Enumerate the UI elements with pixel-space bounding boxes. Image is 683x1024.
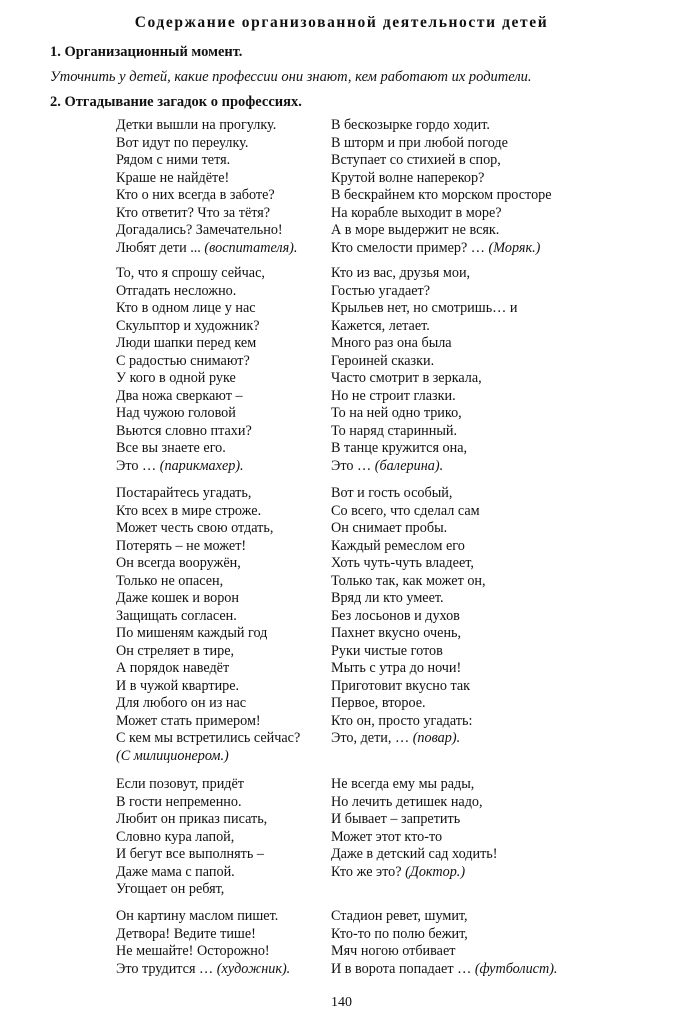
riddle-line: Постарайтесь угадать,: [116, 485, 252, 501]
riddle-line: Кажется, летает.: [331, 317, 430, 334]
riddle-line: Может честь свою отдать,: [116, 520, 274, 536]
riddle-line: В бескозырке гордо ходит.: [331, 117, 490, 133]
riddle-line: Крыльев нет, но смотришь… и: [331, 300, 518, 316]
riddle-line: Рядом с ними тетя.: [116, 152, 231, 168]
riddle-line: Кто в одном лице у нас: [116, 300, 256, 316]
riddle-line: В гости непременно.: [116, 793, 242, 810]
page-number: 140: [331, 995, 352, 1010]
riddle-line: Не мешайте! Осторожно!: [116, 943, 270, 959]
riddle-line: И бегут все выполнять –: [116, 846, 264, 862]
riddle-line: Много раз она была: [331, 335, 452, 351]
riddle-line: Угощает он ребят,: [116, 881, 225, 897]
riddle-line: То, что я спрошу сейчас,: [116, 265, 265, 281]
riddle-line: А порядок наведёт: [116, 660, 230, 676]
riddle-line: Героиней сказки.: [331, 352, 435, 369]
riddle-line: Догадались? Замечательно!: [116, 222, 283, 238]
riddle-line: Это, дети, … (повар).: [331, 730, 461, 746]
riddle-line: В бескрайнем кто морском просторе: [331, 187, 552, 203]
riddle-line: Пахнет вкусно очень,: [331, 625, 462, 641]
riddle-answer: (Моряк.): [488, 239, 541, 256]
riddle-line: Вряд ли кто умеет.: [331, 590, 444, 606]
riddle-line: Кто-то по полю бежит,: [331, 925, 468, 942]
riddle-line: Краше не найдёте!: [116, 169, 230, 186]
riddle-line: Кто он, просто угадать:: [331, 712, 473, 729]
riddle-answer: (повар).: [412, 730, 461, 746]
riddle-line: Даже кошек и ворон: [116, 590, 239, 606]
riddle-line: Даже мама с папой.: [116, 863, 235, 880]
riddle-line: Руки чистые готов: [331, 642, 443, 659]
riddle-line: С радостью снимают?: [116, 352, 250, 369]
riddle-line: Кто смелости пример? … (Моряк.): [331, 239, 541, 256]
riddle-line: Вот идут по переулку.: [116, 134, 249, 151]
riddle-line: С кем мы встретились сейчас?: [116, 730, 301, 746]
riddle-line: Это трудится … (художник).: [116, 960, 291, 977]
riddle-line: Только так, как может он,: [331, 572, 486, 589]
riddle-line: То наряд старинный.: [331, 422, 458, 439]
riddle-block-5-right: [331, 908, 591, 978]
riddle-line: Вступает со стихией в спор,: [331, 152, 501, 168]
riddle-answer: (воспитателя).: [204, 239, 298, 256]
riddle-line: У кого в одной руке: [116, 370, 236, 386]
riddle-line: Может стать примером!: [116, 712, 261, 729]
riddle-line: Кто из вас, друзья мои,: [331, 265, 471, 281]
riddle-answer: (художник).: [216, 960, 291, 977]
riddle-line: Два ножа сверкают –: [116, 387, 243, 404]
riddle-line: В шторм и при любой погоде: [331, 134, 508, 151]
riddle-line: Детки вышли на прогулку.: [116, 117, 277, 133]
riddle-line: Он стреляет в тире,: [116, 642, 235, 659]
riddle-answer: (Доктор.): [405, 863, 466, 880]
riddle-answer: (балерина).: [374, 457, 444, 474]
section-1-text: Уточнить у детей, какие профессии они знают, кем работают их родители.: [50, 69, 532, 85]
riddle-line: Скульптор и художник?: [116, 317, 260, 334]
riddle-line: Любят дети ... (воспитателя).: [116, 239, 298, 256]
riddle-line: Кто всех в мире строже.: [116, 502, 262, 519]
section-2-heading: 2. Отгадывание загадок о профессиях.: [50, 94, 302, 110]
riddle-block-2-right: [331, 265, 591, 475]
riddle-line: Крутой волне наперекор?: [331, 169, 485, 186]
riddle-block-2-left: [116, 265, 331, 475]
riddle-line: Любит он приказ писать,: [116, 811, 268, 827]
riddle-line: Часто смотрит в зеркала,: [331, 370, 482, 386]
riddle-line: Он всегда вооружён,: [116, 555, 241, 571]
riddle-line: Хоть чуть-чуть владеет,: [331, 555, 474, 571]
riddle-line: Словно кура лапой,: [116, 828, 235, 845]
riddle-line: Каждый ремеслом его: [331, 537, 465, 554]
riddle-answer: (парикмахер).: [159, 457, 244, 474]
riddle-line: Первое, второе.: [331, 695, 426, 711]
riddle-line: [116, 748, 331, 766]
riddle-line: Для любого он из нас: [116, 695, 247, 711]
riddle-line: Гостью угадает?: [331, 282, 431, 299]
riddle-line: И в чужой квартире.: [116, 677, 240, 694]
riddle-line: По мишеням каждый год: [116, 625, 268, 641]
riddle-line: Без лосьонов и духов: [331, 607, 460, 624]
riddle-line: Над чужою головой: [116, 405, 236, 421]
riddle-line: Может этот кто-то: [331, 828, 443, 845]
riddle-block-4-right: [331, 776, 591, 881]
riddle-line: Он снимает пробы.: [331, 520, 448, 536]
riddle-line: Мыть с утра до ночи!: [331, 660, 462, 676]
riddle-block-4-left: [116, 776, 331, 899]
riddle-block-1-right: [331, 117, 591, 257]
riddle-line: Кто о них всегда в заботе?: [116, 187, 275, 203]
riddle-block-3-left: [116, 485, 331, 765]
riddle-block-5-left: [116, 908, 331, 978]
riddle-line: Люди шапки перед кем: [116, 335, 257, 351]
page-title: Содержание организованной деятельности детей: [134, 14, 549, 31]
riddle-line: Вот и гость особый,: [331, 485, 453, 501]
riddle-line: Потерять – не может!: [116, 537, 247, 554]
riddle-line: Отгадать несложно.: [116, 282, 237, 299]
riddle-line: Приготовит вкусно так: [331, 677, 471, 694]
riddle-line: Это … (парикмахер).: [116, 457, 244, 474]
riddle-line: Детвора! Ведите тише!: [116, 925, 256, 942]
riddle-line: Все вы знаете его.: [116, 440, 226, 456]
riddle-line: Со всего, что сделал сам: [331, 502, 480, 519]
riddle-line: Вьются словно птахи?: [116, 422, 252, 439]
riddle-line: Это … (балерина).: [331, 457, 444, 474]
riddle-answer: (С милиционером.): [116, 747, 229, 764]
riddle-block-1-left: [116, 117, 331, 257]
riddle-line: Защищать согласен.: [116, 607, 237, 624]
riddle-line: На корабле выходит в море?: [331, 204, 502, 221]
riddle-block-3-right: [331, 485, 591, 748]
riddle-line: Только не опасен,: [116, 572, 224, 589]
riddle-line: Но лечить детишек надо,: [331, 793, 483, 810]
riddle-line: Он картину маслом пишет.: [116, 908, 279, 924]
riddle-line: Стадион ревет, шумит,: [331, 908, 468, 924]
riddle-line: А в море выдержит не всяк.: [331, 222, 500, 238]
riddle-line: Если позовут, придёт: [116, 776, 245, 792]
riddle-line: В танце кружится она,: [331, 440, 468, 456]
riddle-line: Мяч ногою отбивает: [331, 943, 456, 959]
riddle-line: Даже в детский сад ходить!: [331, 846, 498, 862]
riddle-line: Кто же это? (Доктор.): [331, 863, 466, 880]
riddle-line: И в ворота попадает … (футболист).: [331, 960, 558, 977]
riddle-line: То на ней одно трико,: [331, 405, 462, 421]
riddle-line: Но не строит глазки.: [331, 387, 456, 404]
riddle-line: И бывает – запретить: [331, 811, 461, 827]
section-1-heading: 1. Организационный момент.: [50, 44, 243, 60]
riddle-answer: (футболист).: [474, 960, 558, 977]
riddle-line: Не всегда ему мы рады,: [331, 776, 475, 792]
riddle-line: Кто ответит? Что за тётя?: [116, 204, 271, 221]
